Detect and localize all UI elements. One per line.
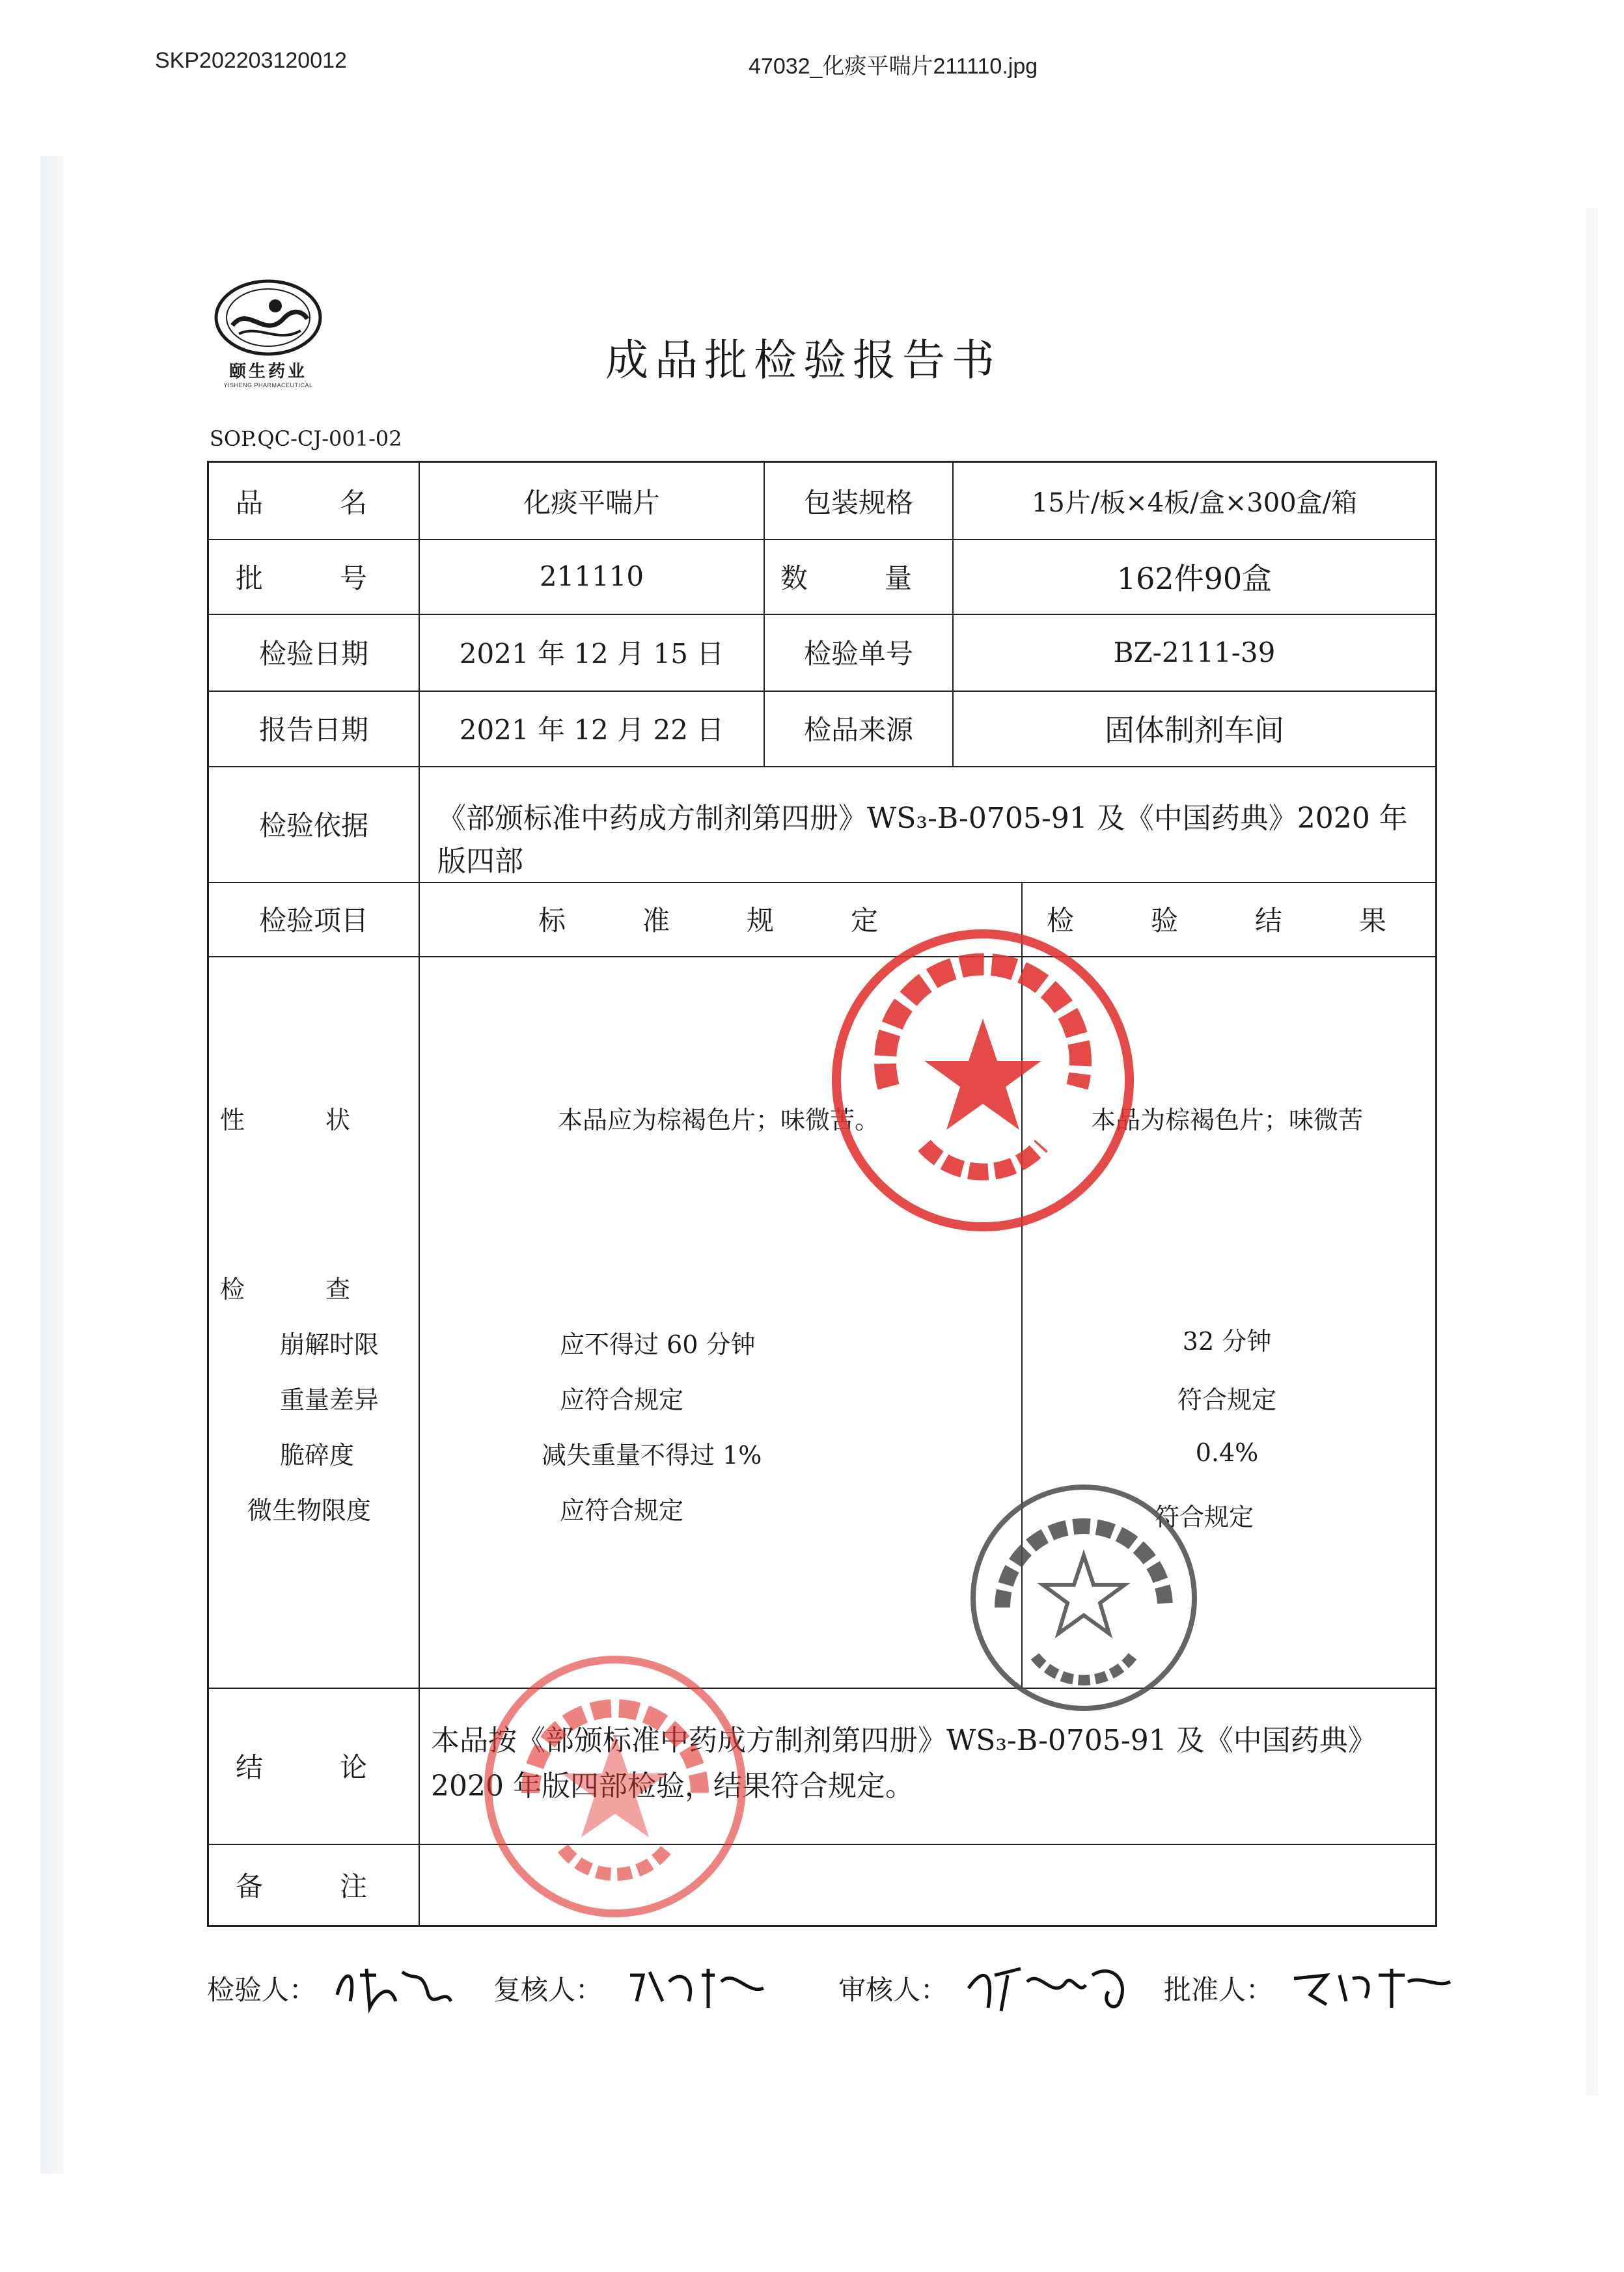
label-micro: 微生物限度	[247, 1496, 372, 1525]
header-item: 检验项目	[258, 905, 368, 937]
reviewer-signature-icon	[624, 1956, 773, 2014]
header-result: 检 验 结 果	[1046, 905, 1411, 937]
approver-signature-icon	[1287, 1956, 1457, 2014]
value-batch: 211110	[539, 560, 644, 592]
document-code: SOP.QC-CJ-001-02	[210, 426, 402, 451]
red-quality-stamp	[827, 924, 1139, 1237]
label-order: 检验单号	[803, 638, 913, 670]
gray-inspection-stamp	[963, 1477, 1204, 1718]
scan-edge	[40, 156, 64, 2174]
value-spec: 15片/板×4板/盒×300盒/箱	[1031, 488, 1358, 518]
label-weight: 重量差异	[280, 1386, 379, 1414]
std-micro: 应符合规定	[560, 1496, 684, 1525]
std-weight: 应符合规定	[560, 1386, 684, 1414]
label-spec: 包装规格	[803, 486, 913, 519]
file-header-name: 47032_化痰平喘片211110.jpg	[749, 54, 1038, 79]
value-test-date: 2021 年 12 月 15 日	[459, 638, 724, 670]
std-disintegration: 应不得过 60 分钟	[560, 1330, 756, 1359]
logo-name-cn: 颐生药业	[228, 362, 307, 381]
res-disintegration: 32 分钟	[1182, 1327, 1272, 1356]
label-basis: 检验依据	[258, 810, 368, 842]
signature-line	[207, 1956, 1483, 2014]
red-health-stamp	[478, 1650, 752, 1923]
label-auditor: 审核人：	[838, 1974, 948, 2006]
basis-text: 《部颁标准中药成方制剂第四册》WS₃-B-0705-91 及《中国药典》2020 年版四部	[437, 802, 1408, 878]
label-batch: 批 号	[235, 562, 392, 594]
label-report-date: 报告日期	[258, 714, 368, 746]
label-reviewer: 复核人：	[493, 1974, 603, 2006]
label-qty: 数 量	[780, 562, 937, 594]
conclusion-text: 本品按《部颁标准中药成方制剂第四册》WS₃-B-0705-91 及《中国药典》2020 年版四部检验，结果符合规定。	[431, 1724, 1377, 1803]
value-source: 固体制剂车间	[1105, 713, 1284, 748]
scan-edge-right	[1586, 208, 1598, 2096]
label-appearance: 性 状	[220, 1106, 361, 1134]
file-header-id: SKP202203120012	[155, 48, 347, 73]
report-table	[207, 461, 1437, 1927]
value-order: BZ-2111-39	[1113, 636, 1276, 668]
label-check: 检 查	[220, 1275, 361, 1304]
label-remark: 备 注	[235, 1870, 392, 1902]
company-logo	[210, 279, 327, 389]
std-friability: 减失重量不得过 1%	[542, 1441, 762, 1470]
header-standard: 标 准 规 定	[538, 905, 903, 937]
logo-emblem-icon	[213, 279, 323, 357]
std-appearance: 本品应为棕褐色片；味微苦。	[557, 1106, 879, 1134]
label-inspector: 检验人：	[207, 1974, 317, 2006]
label-conclusion: 结 论	[235, 1751, 392, 1783]
label-approver: 批准人：	[1164, 1974, 1274, 2006]
label-product: 品 名	[235, 486, 392, 519]
res-friability: 0.4%	[1195, 1438, 1259, 1467]
logo-name-en: YISHENG PHARMACEUTICAL	[223, 382, 313, 389]
label-source: 检品来源	[803, 714, 913, 746]
label-friability: 脆碎度	[280, 1441, 355, 1470]
value-qty: 162件90盒	[1116, 560, 1273, 596]
inspector-signature-icon	[331, 1956, 461, 2014]
label-test-date: 检验日期	[258, 638, 368, 670]
res-micro: 符合规定	[1154, 1503, 1254, 1531]
res-appearance: 本品为棕褐色片；味微苦	[1090, 1106, 1363, 1134]
res-weight: 符合规定	[1177, 1386, 1276, 1414]
document-title: 成品批检验报告书	[605, 335, 1001, 385]
row-line	[209, 956, 1435, 957]
auditor-signature-icon	[962, 1956, 1151, 2014]
label-disintegration: 崩解时限	[280, 1330, 379, 1359]
value-report-date: 2021 年 12 月 22 日	[459, 714, 724, 746]
value-product: 化痰平喘片	[523, 486, 660, 519]
